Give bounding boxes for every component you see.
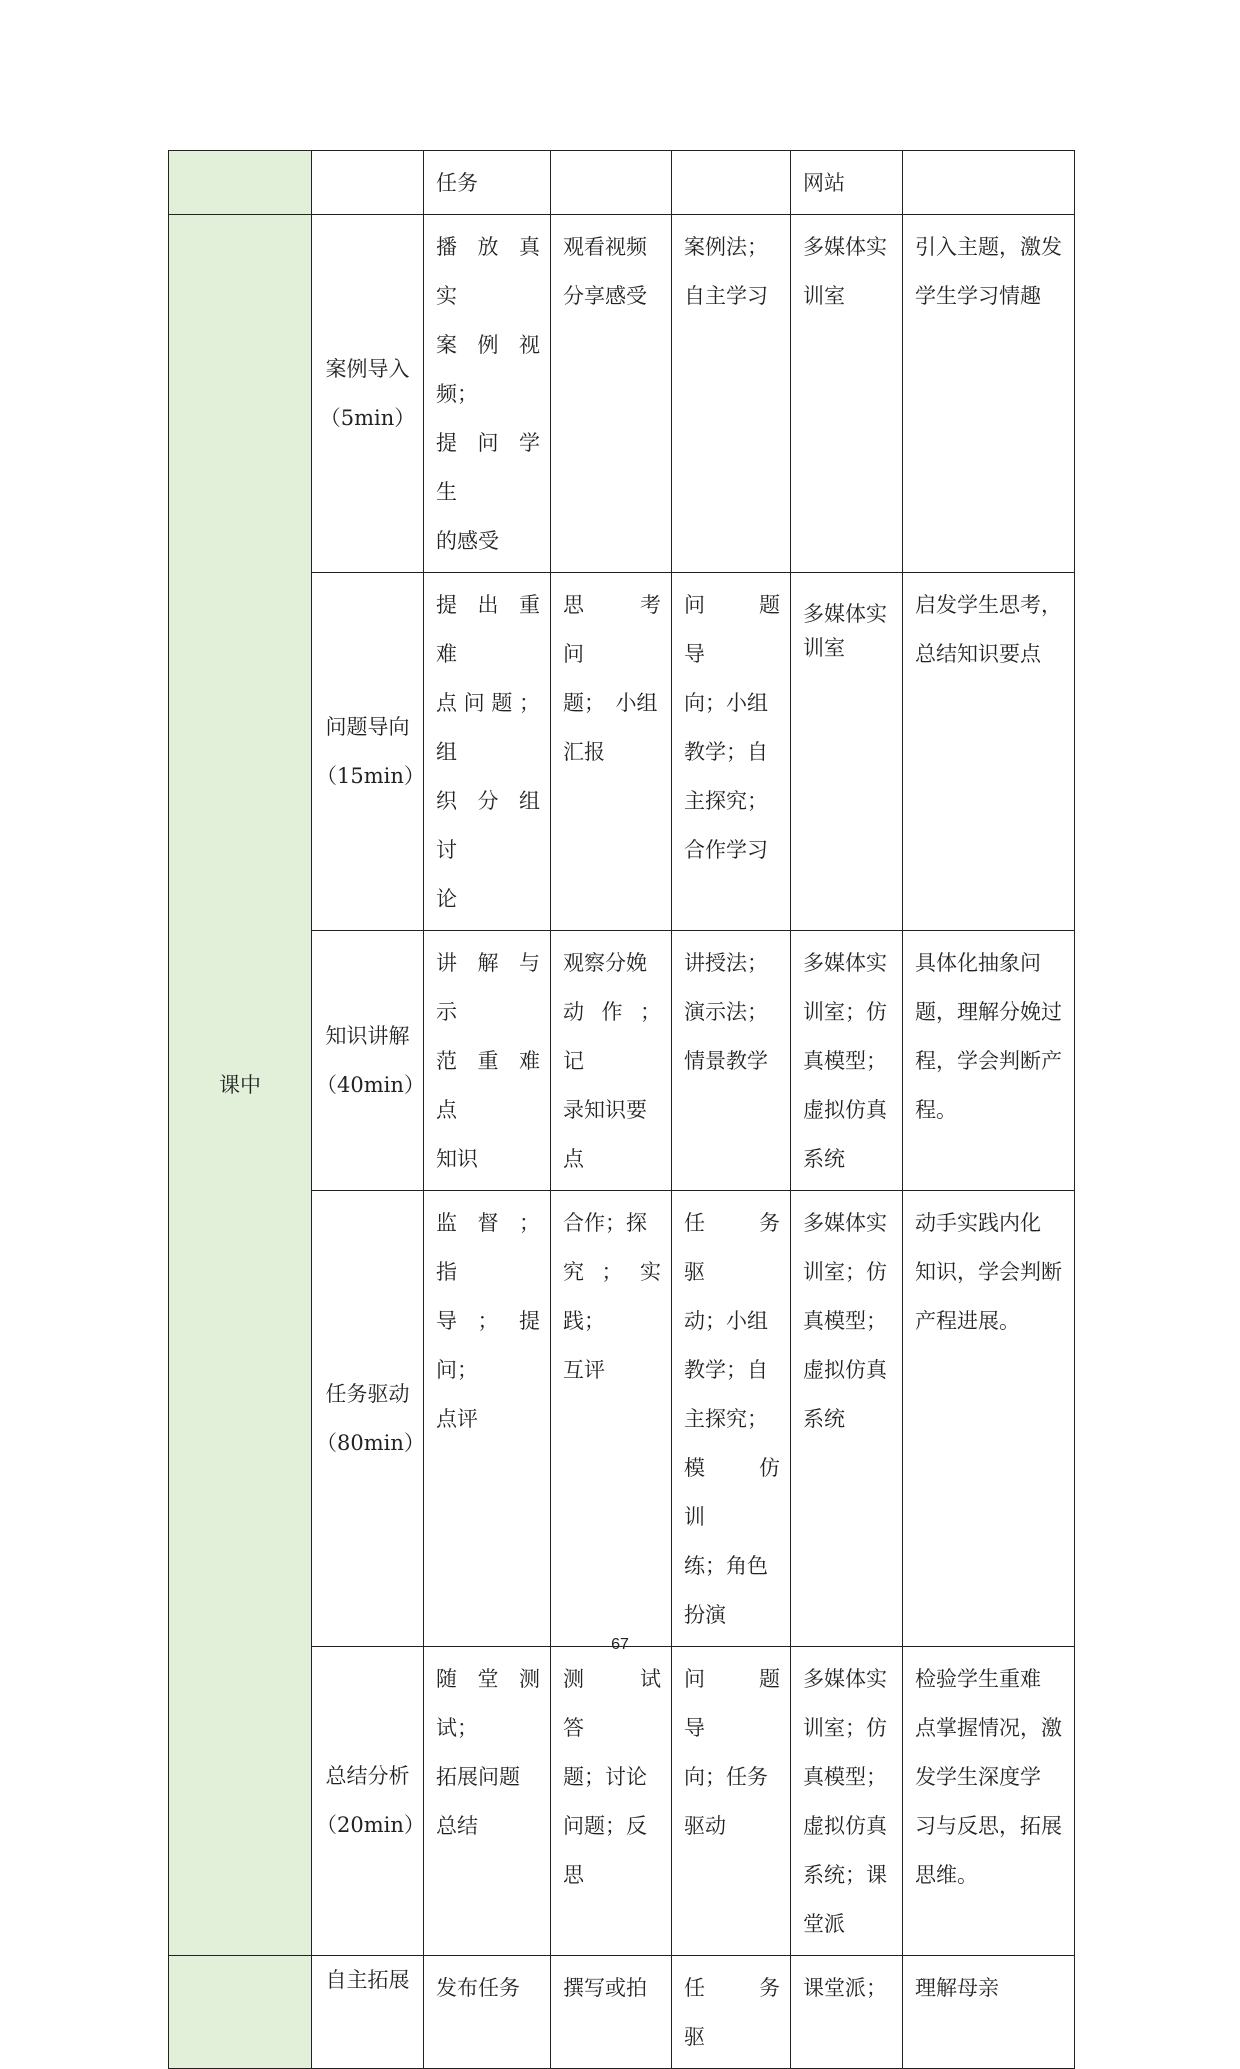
method-cell: 任 务 驱 [672,1956,791,2069]
text-line: 总结知识要点 [915,642,1041,666]
text-line: 多媒体实 [803,602,887,626]
text-line: 系统；课 [803,1863,887,1887]
text-line: 真模型； [803,1765,887,1789]
text-line: 教学；自 [684,740,768,764]
step-name: 知识讲解 [325,1023,410,1048]
text-line: 发学生深度学 [915,1765,1041,1789]
text-line: 检验学生重难 [915,1667,1041,1691]
text-line: 合作学习 [684,838,768,862]
step-cell [312,931,424,1191]
step-cell [312,1191,424,1647]
text-line: 监 督 ； 指 [436,1211,540,1284]
step-time: （40min） [316,1072,425,1097]
text-line: 主探究； [684,1407,768,1431]
text-line: 演示法； [684,1000,768,1024]
teacher-activity-cell [424,573,551,931]
teacher-activity-cell [424,215,551,573]
text-line: 练；角色 [684,1554,768,1578]
text-line: 动 作 ； 记 [563,1000,661,1073]
text-line: 虚拟仿真 [803,1358,887,1382]
text-line: 堂派 [803,1912,845,1936]
intent-cell [903,1647,1075,1956]
table-row [169,215,1075,573]
intent-cell [903,931,1075,1191]
student-activity-cell [551,573,682,931]
text-line: 讲 解 与 示 [436,951,540,1024]
text-line: 点掌握情况，激 [915,1716,1062,1740]
text-line: 多媒体实 [803,1211,887,1235]
text-line: 案例法； [684,235,768,259]
step-name: 自主拓展 [325,1968,410,1992]
text-line: 究；实践； [563,1260,661,1333]
text-line: 真模型； [803,1049,887,1073]
step-cell [312,1647,424,1956]
text-line: 具体化抽象问 [915,951,1041,975]
text-line: 虚拟仿真 [803,1814,887,1838]
teacher-activity-cell [424,1647,551,1956]
text-line: 题；讨论 [563,1765,647,1789]
text-line: 驱动 [684,1814,726,1838]
intent-cell-top [903,151,1075,215]
method-cell [672,1191,801,1647]
step-name: 任务驱动 [325,1381,410,1406]
text-line: 问 题 导 [684,1667,801,1740]
student-activity-cell [551,931,672,1191]
text-line: 点问题；组 [436,691,540,764]
resource-cell [791,931,903,1191]
step-time: （80min） [316,1430,425,1455]
text-line: 多媒体实 [803,1667,887,1691]
text-line: 的感受 [436,529,499,553]
text-line: 情景教学 [684,1049,768,1073]
text-line: 知识，学会判断 [915,1260,1062,1284]
text-line: 程，学会判断产 [915,1049,1062,1073]
text-line: 合作；探 [563,1211,647,1235]
text-line: 训室 [803,284,845,308]
text-line: 分享感受 [563,284,647,308]
text-line: 教学；自 [684,1358,768,1382]
text-line: 互评 [563,1358,605,1382]
step-name: 总结分析 [325,1764,410,1788]
text-line: 多媒体实 [803,951,887,975]
text-line: 产程进展。 [915,1309,1020,1333]
method-cell [672,1647,801,1956]
method-cell [672,573,801,931]
text-line: 思 考 问 [563,593,682,666]
text-line: 观看视频 [563,235,647,259]
teacher-activity-cell [424,1191,551,1647]
step-name: 案例导入 [325,356,410,381]
student-activity-cell [551,215,672,573]
text-line: 训室 [803,636,845,660]
text-line: 范 重 难 点 [436,1049,540,1122]
text-line: 任 务 驱 [684,1211,801,1284]
text-line: 启发学生思考， [915,593,1062,617]
resource-cell [791,1191,903,1647]
text-line: 总结 [436,1814,478,1838]
activity-cell: 任务 [424,151,551,215]
text-line: 汇报 [563,740,605,764]
method-cell-top [672,151,791,215]
text-line: 讲授法； [684,951,768,975]
student-cell-top [551,151,672,215]
text-line: 测 试 答 [563,1667,682,1740]
text-line: 观察分娩 [563,951,647,975]
stage-label: 课中 [219,1072,261,1097]
text-line: 点评 [436,1407,478,1431]
step-cell [312,573,424,931]
step-name: 问题导向 [325,714,410,739]
text-line: 拓展问题 [436,1765,520,1789]
resource-cell [791,573,903,931]
text-line: 思维。 [915,1863,978,1887]
text-line: 扮演 [684,1603,726,1627]
text-line: 题； 小组 [563,691,658,715]
text-line: 真模型； [803,1309,887,1333]
text-line: 系统 [803,1407,845,1431]
text-line: 主探究； [684,789,768,813]
resource-cell: 课堂派； [791,1956,903,2069]
text-line: 引入主题，激发 [915,235,1062,259]
teacher-activity-cell: 发布任务 [424,1956,551,2069]
text-line: 习与反思，拓展 [915,1814,1062,1838]
student-activity-cell [551,1647,682,1956]
text-line: 问题；反 [563,1814,647,1838]
table-row [169,1956,1075,2069]
text-line: 向；任务 [684,1765,768,1789]
text-line: 知识 [436,1147,478,1171]
stage-cell [169,215,312,1956]
text-line: 虚拟仿真 [803,1098,887,1122]
text-line: 提 出 重 难 [436,593,540,666]
step-time: （15min） [316,763,425,788]
text-line: 训室；仿 [803,1000,887,1024]
text-line: 织 分 组 讨 [436,789,540,862]
step-time: （20min） [316,1813,425,1837]
intent-cell [903,1191,1075,1647]
stage-cell-top [169,151,312,215]
text-line: 思 [563,1863,584,1887]
text-line: 案例视频； [436,333,540,406]
student-activity-cell: 撰写或拍 [551,1956,672,2069]
text-line: 多媒体实 [803,235,887,259]
method-cell [672,931,791,1191]
intent-cell [903,573,1075,931]
step-cell-top [312,151,424,215]
resource-cell [791,215,903,573]
text-line: 随堂测试； [436,1667,540,1740]
text-line: 训室；仿 [803,1716,887,1740]
table-row [169,151,1075,215]
step-cell [312,215,424,573]
page-number: 67 [611,1636,629,1653]
text-line: 向；小组 [684,691,768,715]
text-line: 播 放 真 实 [436,235,540,308]
intent-cell: 理解母亲 [903,1956,1075,2069]
resource-cell [791,1647,903,1956]
step-time: （5min） [319,405,416,430]
stage-cell-bottom [169,1956,312,2069]
text-line: 学生学习情趣 [915,284,1041,308]
text-line: 导；提问； [436,1309,540,1382]
resource-cell-top: 网站 [791,151,903,215]
method-cell [672,215,791,573]
text-line: 系统 [803,1147,845,1171]
text-line: 录知识要 [563,1098,647,1122]
intent-cell [903,215,1075,573]
student-activity-cell [551,1191,672,1647]
step-cell-bottom [312,1956,424,2069]
text-line: 动手实践内化 [915,1211,1041,1235]
text-line: 动；小组 [684,1309,768,1333]
text-line: 自主学习 [684,284,768,308]
text-line: 题，理解分娩过 [915,1000,1062,1024]
text-line: 训室；仿 [803,1260,887,1284]
teacher-activity-cell [424,931,551,1191]
text-line: 论 [436,887,457,911]
text-line: 提 问 学 生 [436,431,540,504]
text-line: 点 [563,1147,584,1171]
text-line: 模 仿 训 [684,1456,801,1529]
lesson-plan-table [168,150,1075,2069]
text-line: 程。 [915,1098,957,1122]
text-line: 问 题 导 [684,593,801,666]
